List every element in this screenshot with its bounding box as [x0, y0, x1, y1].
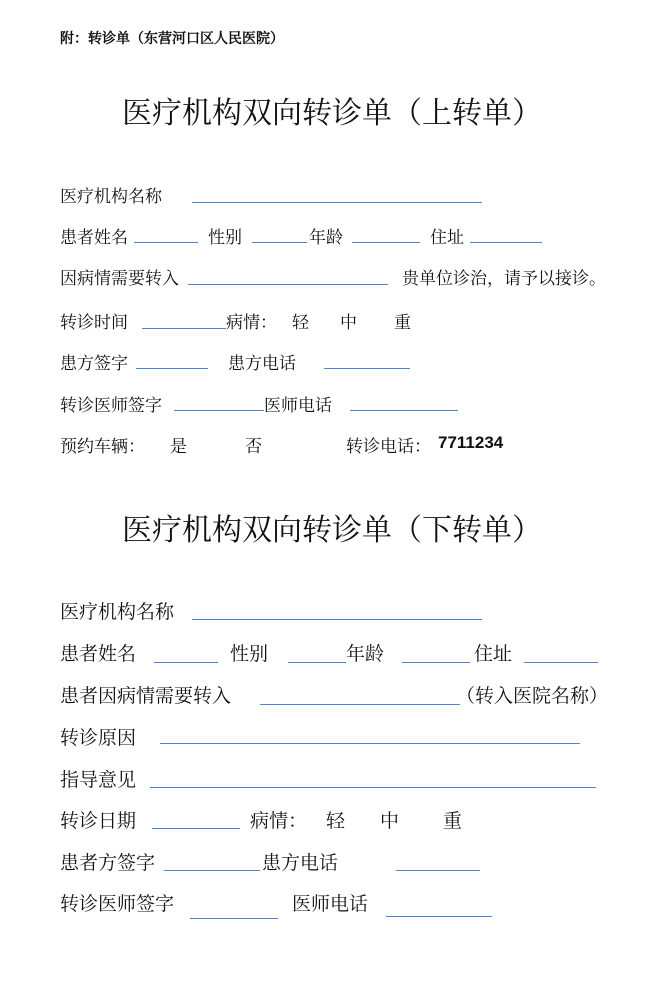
- lower-condition-label: 病情：: [250, 810, 308, 832]
- upper-gender-field[interactable]: [252, 242, 307, 243]
- lower-condition-mild[interactable]: 轻: [326, 810, 346, 832]
- upper-address-label: 住址: [430, 228, 464, 248]
- upper-patient-name-field[interactable]: [134, 242, 198, 243]
- upper-patient-sign-field[interactable]: [136, 368, 208, 369]
- lower-age-field[interactable]: [402, 662, 470, 663]
- lower-condition-severe[interactable]: 重: [443, 810, 463, 832]
- upper-gender-label: 性别: [208, 228, 242, 248]
- upper-doctor-sign-field[interactable]: [174, 410, 264, 411]
- upper-condition-severe[interactable]: 重: [394, 313, 411, 333]
- lower-patient-name-field[interactable]: [154, 662, 218, 663]
- lower-address-label: 住址: [474, 643, 513, 665]
- lower-condition-moderate[interactable]: 中: [380, 810, 400, 832]
- lower-gender-field[interactable]: [288, 662, 346, 663]
- lower-patient-sign-field[interactable]: [164, 870, 260, 871]
- lower-institution-field[interactable]: [192, 619, 482, 620]
- lower-reason-field[interactable]: [160, 743, 580, 744]
- upper-referral-hospital-field[interactable]: [188, 284, 388, 285]
- upper-referral-reason-suffix: 贵单位诊治，请予以接诊。: [402, 269, 606, 289]
- upper-patient-sign-label: 患方签字: [60, 354, 128, 374]
- upper-condition-mild[interactable]: 轻: [292, 313, 309, 333]
- upper-institution-field[interactable]: [192, 202, 482, 203]
- upper-referral-time-field[interactable]: [142, 328, 226, 329]
- lower-doctor-sign-label: 转诊医师签字: [60, 893, 175, 915]
- lower-doctor-phone-field[interactable]: [386, 916, 492, 917]
- lower-form-title: 医疗机构双向转诊单（下转单）: [122, 513, 542, 548]
- lower-transfer-hint: （转入医院名称）: [456, 685, 609, 707]
- upper-age-label: 年龄: [309, 228, 343, 248]
- document-header: 附：转诊单（东营河口区人民医院）: [60, 31, 284, 47]
- upper-institution-label: 医疗机构名称: [60, 187, 162, 207]
- upper-referral-time-label: 转诊时间: [60, 313, 128, 333]
- upper-doctor-phone-field[interactable]: [350, 410, 458, 411]
- upper-doctor-sign-label: 转诊医师签字: [60, 396, 162, 416]
- lower-institution-label: 医疗机构名称: [60, 601, 175, 623]
- upper-referral-reason-prefix: 因病情需要转入: [60, 269, 179, 289]
- lower-age-label: 年龄: [346, 643, 385, 665]
- lower-patient-phone-label: 患方电话: [262, 852, 339, 874]
- upper-doctor-phone-label: 医师电话: [264, 396, 332, 416]
- upper-age-field[interactable]: [352, 242, 420, 243]
- upper-vehicle-label: 预约车辆：: [60, 437, 145, 457]
- upper-condition-label: 病情：: [226, 313, 277, 333]
- upper-form-title: 医疗机构双向转诊单（上转单）: [122, 96, 542, 131]
- lower-transfer-hospital-field[interactable]: [260, 704, 460, 705]
- lower-patient-name-label: 患者姓名: [60, 643, 137, 665]
- upper-patient-phone-label: 患方电话: [228, 354, 296, 374]
- lower-doctor-phone-label: 医师电话: [292, 893, 369, 915]
- lower-doctor-sign-field[interactable]: [190, 918, 278, 919]
- lower-patient-sign-label: 患者方签字: [60, 852, 156, 874]
- upper-referral-phone-value: 7711234: [438, 433, 504, 452]
- upper-referral-phone-label: 转诊电话：: [346, 437, 431, 457]
- lower-date-label: 转诊日期: [60, 810, 137, 832]
- upper-address-field[interactable]: [470, 242, 542, 243]
- upper-patient-phone-field[interactable]: [324, 368, 410, 369]
- lower-gender-label: 性别: [230, 643, 269, 665]
- upper-vehicle-yes[interactable]: 是: [170, 437, 187, 457]
- upper-vehicle-no[interactable]: 否: [245, 437, 262, 457]
- lower-address-field[interactable]: [524, 662, 598, 663]
- lower-transfer-label: 患者因病情需要转入: [60, 685, 232, 707]
- lower-patient-phone-field[interactable]: [396, 870, 480, 871]
- lower-reason-label: 转诊原因: [60, 727, 137, 749]
- upper-patient-name-label: 患者姓名: [60, 228, 128, 248]
- lower-date-field[interactable]: [152, 828, 240, 829]
- lower-guidance-field[interactable]: [150, 787, 596, 788]
- upper-condition-moderate[interactable]: 中: [340, 313, 357, 333]
- lower-guidance-label: 指导意见: [60, 769, 137, 791]
